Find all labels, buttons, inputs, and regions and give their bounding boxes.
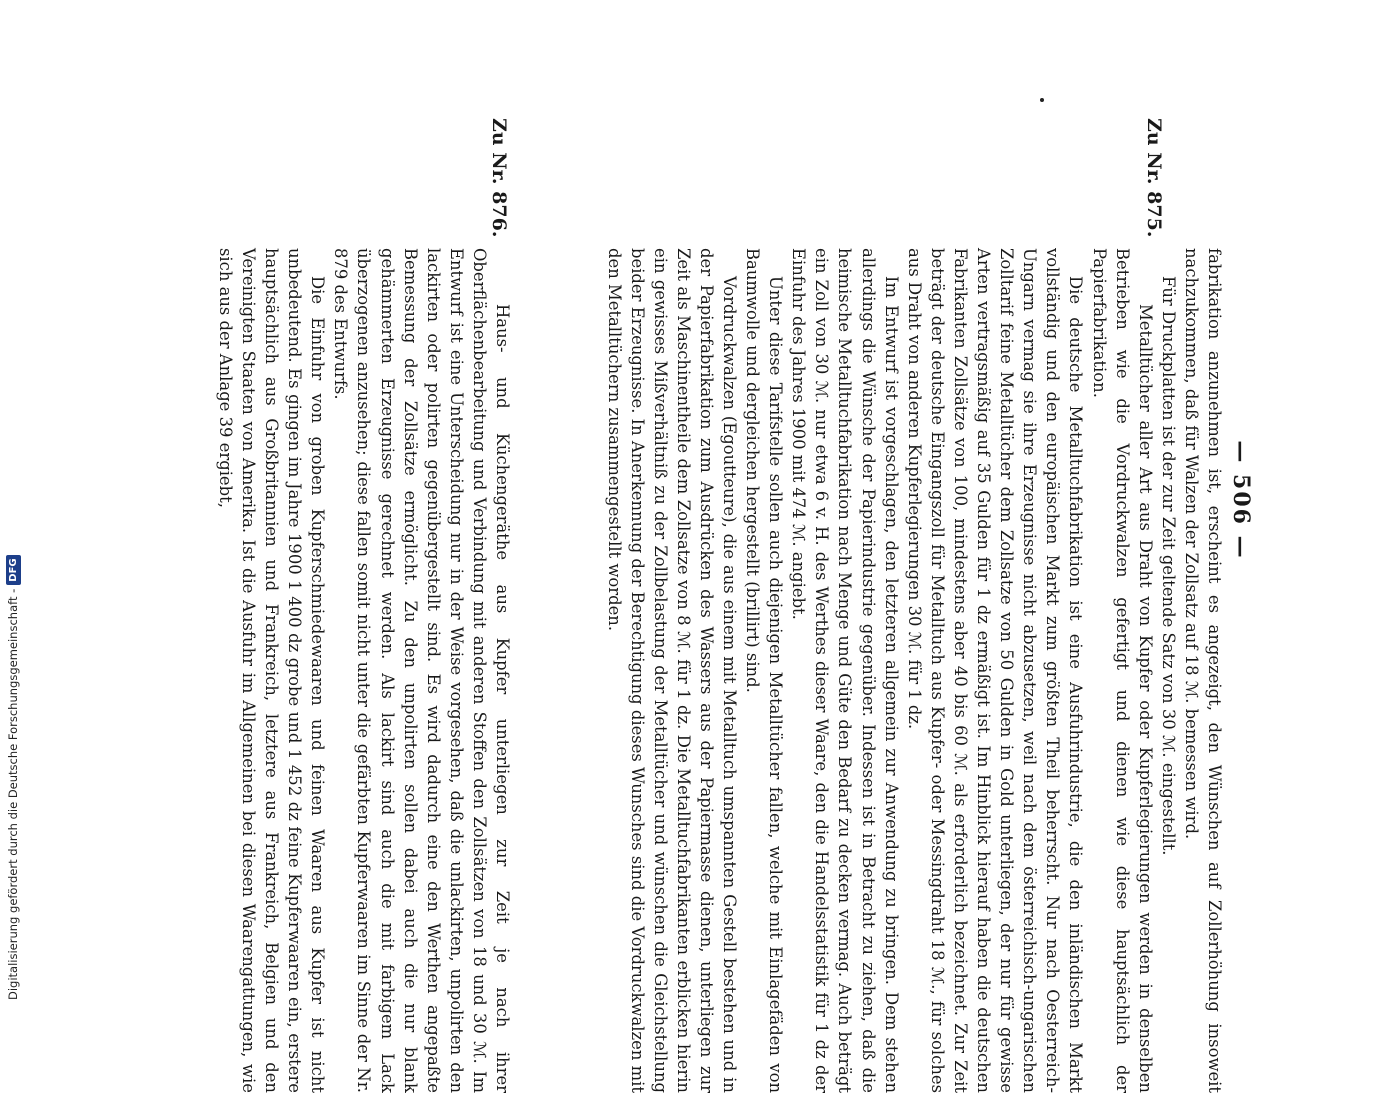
- paragraph: Im Entwurf ist vorgeschlagen, den letzteren allgemein zur Anwendung zu bringen. Dem stehen allerdings die Wünsche der Papierindustrie gegenüber. Indessen ist in Betracht zu ziehen, daß die heimische Metalltuchfabrikation nach Menge und Güte den Bedarf zu decken vermag. Auch beträgt ein Zoll von 30 ℳ. nur etwa 6 v. H. des Werthes dieser Waare, den die Handelsstatistik für 1 dz der Einfuhr des Jahres 1900 mit 474 ℳ. angiebt.: [789, 248, 901, 1093]
- section-heading-876: Zu Nr. 876.: [488, 118, 510, 238]
- paragraph: Metalltücher aller Art aus Draht von Kupfer oder Kupferlegierungen werden in denselben Betrieben wie die Vordruckwalzen gefertigt und dienen wie diese hauptsächlich der Papierfabrikation.: [1089, 248, 1155, 1093]
- section-876-text: [214, 248, 514, 1093]
- paragraph: Die deutsche Metalltuchfabrikation ist eine Ausfuhrindustrie, die den inländischen Markt vollständig und den europäischen Markt zum größten Theil beherrscht. Nur nach Oesterreich-Ungarn vermag sie ihre Erzeugnisse nicht abzusetzen, weil nach dem österreichisch-ungarischen Zolltarif feine Metalltücher dem Zollsatze von 50 Gulden in Gold unterliegen, der nur für gewisse Arten vertragsmäßig auf 35 Gulden für 1 dz ermäßigt ist. Im Hinblick hierauf haben die deutschen Fabrikanten Zollsätze von 100, mindestens aber 40 bis 60 ℳ. als erforderlich bezeichnet. Zur Zeit beträgt der deutsche Eingangszoll für Metalltuch aus Kupfer- oder Messingdraht 18 ℳ., für solches aus Draht von anderen Kupferlegierungen 30 ℳ. für 1 dz.: [904, 248, 1086, 1093]
- speck-mark: [1040, 98, 1044, 102]
- paragraph: fabrikation anzunehmen ist, erscheint es angezeigt, den Wünschen auf Zollerhöhung insoweit nachzukommen, daß für Walzen der Zollsatz auf 18 ℳ. bemessen wird.: [1181, 248, 1224, 1093]
- digitization-credit: [0, 558, 26, 1000]
- paragraph: Vordruckwalzen (Egoutteure), die aus einem mit Metalltuch umspannten Gestell bestehen und in der Papierfabrikation zum Ausdrücken des Wassers aus der Papiermasse dienen, unterliegen zur Zeit als Maschinentheile dem Zollsatze von 8 ℳ. für 1 dz. Die Metalltuchfabrikanten erblicken hierin ein gewisses Mißverhältniß zu der Zollbelastung der Metalltücher und wünschen die Gleichstellung beider Erzeugnisse. In Anerkennung der Berechtigung dieses Wunsches sind die Vordruckwalzen mit den Metalltüchern zusammengestellt worden.: [604, 248, 740, 1093]
- dfg-logo: DFG: [6, 555, 21, 584]
- credit-text: Digitalisierung gefördert durch die Deutsche Forschungsgemeinschaft -: [6, 588, 20, 1000]
- paragraph: Für Druckplatten ist der zur Zeit geltende Satz von 30 ℳ. eingestellt.: [1158, 276, 1178, 856]
- paragraph: Haus- und Küchengeräthe aus Kupfer unterliegen zur Zeit je nach ihrer Oberflächenbearbeitung und Verbindung mit anderen Stoffen den Zollsätzen von 18 und 30 ℳ. Im Entwurf ist eine Unterscheidung nur in der Weise vorgesehen, daß die unlackirten, unpolirten den lackirten oder polirten gegenübergestellt sind. Es wird dadurch eine den Werthen angepaßte Bemessung der Zollsätze ermöglicht. Zu den unpolirten sollen dabei auch die nur blank gehämmerten Erzeugnisse gerechnet werden. Als lackirt sind auch die mit farbigem Lack überzogenen anzusehen; diese fallen somit nicht unter die gefärbten Kupferwaaren im Sinne der Nr. 879 des Entwurfs.: [331, 248, 512, 1093]
- section-875-text: [602, 248, 1226, 1093]
- page-number: — 506 —: [1228, 440, 1254, 560]
- paragraph: Unter diese Tarifstelle sollen auch diejenigen Metalltücher fallen, welche mit Einlagefäden von Baumwolle und dergleichen hergestellt (brillirt) sind.: [743, 248, 786, 1093]
- section-heading-875: Zu Nr. 875.: [1143, 118, 1165, 238]
- paragraph: Die Einfuhr von groben Kupferschmiedewaaren und feinen Waaren aus Kupfer ist nicht unbedeutend. Es gingen im Jahre 1900 1 400 dz grobe und 1 452 dz feine Kupferwaaren ein, erstere hauptsächlich aus Großbritannien und Frankreich, letztere aus Frankreich, Belgien und den Vereinigten Staaten von Amerika. Ist die Ausfuhr im Allgemeinen bei diesen Waarengattungen, wie sich aus der Anlage 39 ergiebt,: [215, 248, 328, 1093]
